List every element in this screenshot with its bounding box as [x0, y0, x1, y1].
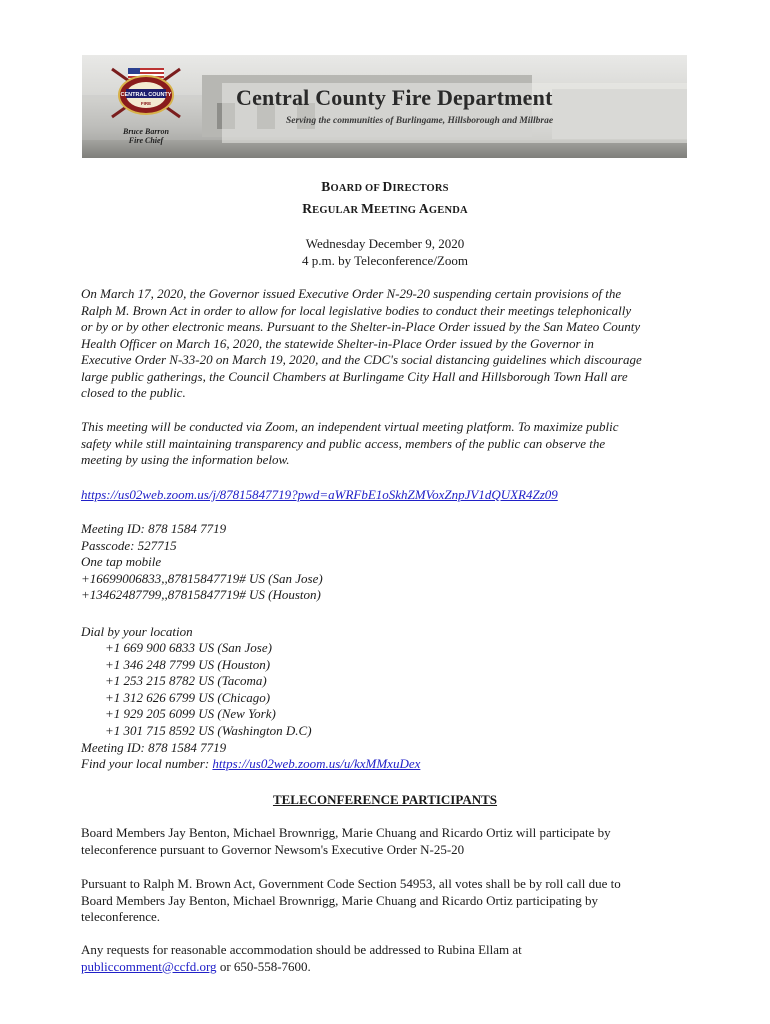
one-tap-number: +16699006833,,87815847719# US (San Jose) — [81, 570, 323, 586]
paragraph-line: safety while still maintaining transparency and public access, members of the public can observe the — [81, 435, 606, 451]
local-number-label: Find your local number: — [81, 756, 213, 771]
paragraph-line: or by or by other electronic means. Pursuant to the Shelter-in-Place Order issued by the San Mateo County — [81, 319, 641, 334]
paragraph-line: Any requests for reasonable accommodation should be addressed to Rubina Ellam at — [81, 942, 522, 957]
zoom-link-row — [81, 487, 558, 504]
fire-department-badge-icon — [106, 65, 186, 121]
department-name: Central County Fire Department — [236, 85, 553, 110]
paragraph-line: large public gatherings, the Council Chambers at Burlingame City Hall and Hillsborough Town Hall are — [81, 368, 628, 384]
accommodation-paragraph — [81, 942, 691, 975]
passcode: Passcode: 527715 — [81, 537, 177, 553]
svg-text:FIRE: FIRE — [140, 101, 152, 106]
paragraph-line: Board Members Jay Benton, Michael Brownrigg, Marie Chuang and Ricardo Ortiz will participate by — [81, 825, 611, 840]
dial-number: +1 253 215 8782 US (Tacoma) — [105, 673, 267, 688]
agenda-heading: REGULAR MEETING AGENDA — [302, 201, 468, 216]
dial-number: +1 301 715 8592 US (Washington D.C) — [105, 723, 312, 738]
dial-number: +1 929 205 6099 US (New York) — [105, 706, 276, 721]
public-comment-email-link[interactable]: publiccomment@ccfd.org — [81, 958, 217, 974]
paragraph-line: teleconference. — [81, 909, 161, 924]
fire-chief-caption — [106, 127, 186, 145]
meeting-time: 4 p.m. by Teleconference/Zoom — [302, 253, 468, 268]
paragraph-line: meeting by using the information below. — [81, 452, 290, 467]
board-heading: BOARD OF DIRECTORS — [321, 179, 449, 194]
meeting-id: Meeting ID: 878 1584 7719 — [81, 521, 227, 536]
paragraph-line: This meeting will be conducted via Zoom, an independent virtual meeting platform. To maximize public — [81, 419, 619, 434]
dial-number: +1 346 248 7799 US (Houston) — [105, 657, 271, 672]
zoom-paragraph — [81, 419, 691, 469]
participants-paragraph — [81, 825, 691, 858]
one-tap-label: One tap mobile — [81, 554, 162, 569]
participants-heading: TELECONFERENCE PARTICIPANTS — [272, 792, 498, 807]
paragraph-line: On March 17, 2020, the Governor issued Executive Order N-29-20 suspending certain provisions of the — [81, 286, 622, 301]
paragraph-line: teleconference pursuant to Governor Newsom's Executive Order N-25-20 — [81, 841, 465, 857]
paragraph-line: Executive Order N-33-20 on March 19, 2020, and the CDC's social distancing guidelines which discourage — [81, 352, 642, 367]
paragraph-line: Pursuant to Ralph M. Brown Act, Government Code Section 54953, all votes shall be by roll call due to — [81, 876, 621, 891]
chief-name: Bruce Barron — [122, 127, 169, 136]
one-tap-number: +13462487799,,87815847719# US (Houston) — [81, 587, 321, 602]
dial-number: +1 312 626 6799 US (Chicago) — [105, 690, 271, 705]
accommodation-phone: or 650-558-7600. — [216, 958, 311, 974]
paragraph-line: Ralph M. Brown Act in order to allow for local legislative bodies to conduct their meetings telephonically — [81, 302, 632, 318]
chief-title: Fire Chief — [128, 136, 164, 145]
header-banner — [82, 55, 687, 158]
paragraph-line: Board Members Jay Benton, Michael Brownrigg, Marie Chuang and Ricardo Ortiz participating by — [81, 892, 598, 908]
local-number-row — [81, 756, 420, 773]
meeting-date: Wednesday December 9, 2020 — [305, 236, 465, 251]
dial-number: +1 669 900 6833 US (San Jose) — [105, 640, 272, 655]
dial-heading: Dial by your location — [81, 624, 193, 639]
paragraph-line: closed to the public. — [81, 385, 186, 400]
zoom-meeting-link[interactable]: https://us02web.zoom.us/j/87815847719?pwd=aWRFbE1oSkhZMVoxZnpJV1dQUXR4Zz09 — [81, 487, 558, 502]
paragraph-line — [81, 959, 691, 976]
meeting-id-repeat: Meeting ID: 878 1584 7719 — [81, 740, 227, 755]
roll-call-paragraph — [81, 876, 691, 926]
local-number-link[interactable]: https://us02web.zoom.us/u/kxMMxuDex — [212, 756, 421, 771]
svg-text:CENTRAL COUNTY: CENTRAL COUNTY — [120, 92, 172, 98]
department-tagline: Serving the communities of Burlingame, Hillsborough and Millbrae — [286, 116, 554, 126]
executive-order-paragraph — [81, 286, 691, 402]
meeting-info-block — [81, 521, 691, 604]
paragraph-line: Health Officer on March 16, 2020, the statewide Shelter-in-Place Order issued by the Governor in — [81, 335, 594, 351]
